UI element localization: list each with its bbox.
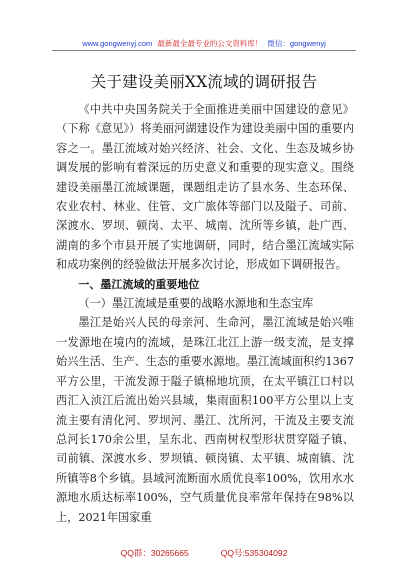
document-title: 关于建设美丽XX流域的调研报告: [90, 73, 318, 91]
header-divider: [52, 50, 356, 51]
section-heading: 一、墨江流域的重要地位: [78, 277, 200, 291]
document-body: [56, 100, 354, 527]
qq-group: QQ群：30265665: [120, 548, 189, 558]
site-url[interactable]: www.gongwenyj.com: [82, 39, 153, 48]
site-header: [0, 38, 408, 49]
body-paragraph: 墨江是始兴人民的母亲河、生命河，墨江流域是始兴唯一发源地在境内的流域，是珠江北江上游一级支流，是支撑始兴生活、生产、生态的重要水源地。墨江流域面积约1367平方公里，干流发源于隘子镇棉地坑顶，在太平镇江口村以西汇入浈江后流出始兴县域，集雨面积100平方公里以上支流主要有清化河、罗坝河、墨江、沈所河，干流及主要支流总河长170余公里，呈东北、西南树权型形状贯穿隘子镇、司前镇、深渡水乡、罗坝镇、顿岗镇、太平镇、城南镇、沈所镇等8个乡镇。县域河流断面水质优良率100%，饮用水水源地水质达标率100%，空气质量优良率常年保持在98%以上，2021年国家重: [56, 316, 354, 524]
site-slogan: 最新最全最专业的公文资料库！: [157, 39, 263, 48]
qq-number: QQ号:535304092: [220, 548, 288, 558]
subsection-heading: （一）墨江流域是重要的战略水源地和生态宝库: [78, 297, 314, 311]
intro-paragraph: 《中共中央国务院关于全面推进美丽中国建设的意见》（下称《意见》）将美丽河湖建设作为建设美丽中国的重要内容之一。墨江流域对始兴经济、社会、文化、生态及城乡协调发展的影响有着深远的历史意义和重要的现实意义。围绕建设美丽墨江流域课题，课题组走访了县水务、生态环保、农业农村、林业、住管、文广旅体等部门以及隘子、司前、深渡水、罗坝、顿岗、太平、城南、沈所等乡镇，赴广西、湖南的多个市县开展了实地调研，同时，结合墨江流域实际和成功案例的经验做法开展多次讨论，形成如下调研报告。: [56, 103, 354, 272]
wechat-id: 微信：gongwenyj: [267, 39, 326, 48]
page-footer: [0, 547, 408, 559]
